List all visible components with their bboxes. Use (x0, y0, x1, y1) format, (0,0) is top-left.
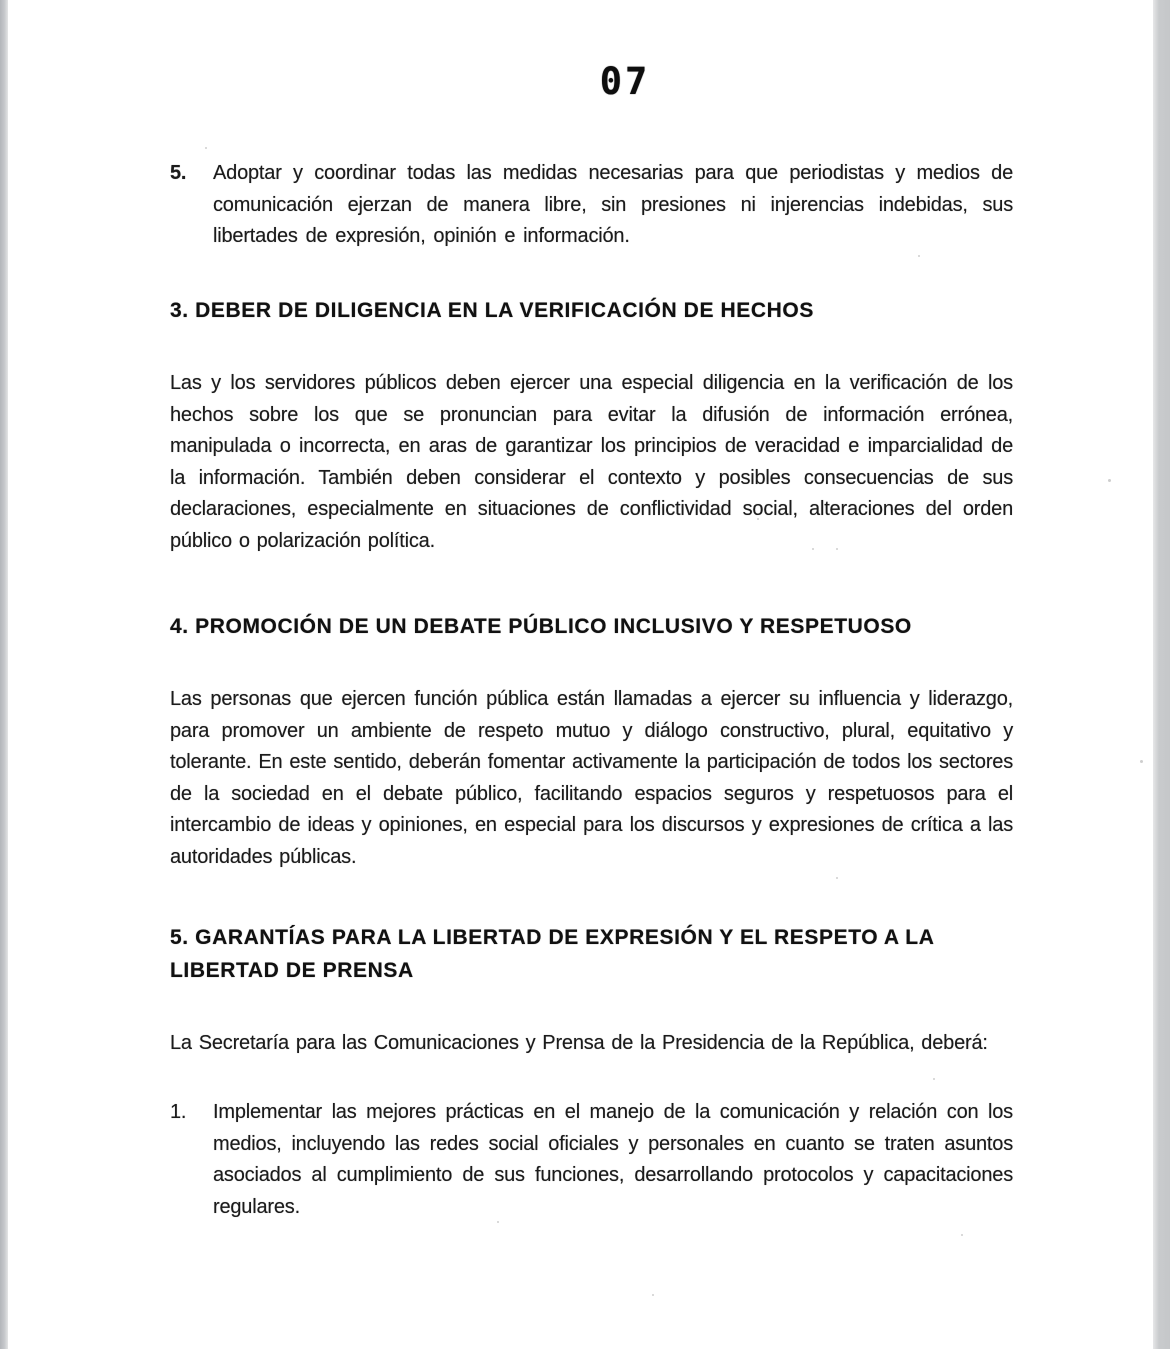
section-4-heading: 4. PROMOCIÓN DE UN DEBATE PÚBLICO INCLUSIVO Y RESPETUOSO (170, 615, 912, 638)
scan-speckle (836, 877, 838, 879)
scan-speckle (1140, 760, 1143, 763)
scan-speckle (1108, 479, 1111, 482)
numbered-item-1 (170, 1097, 1013, 1223)
scan-speckle (205, 147, 207, 149)
scan-edge-left (0, 0, 8, 1349)
item-text: Implementar las mejores prácticas en el manejo de la comunicación y relación con los medios, incluyendo las redes social oficiales y personales en cuanto se traten asuntos asociados al cumplimiento de sus funciones, desarrollando protocolos y capacitaciones regulares. (213, 1101, 1013, 1218)
scan-edge-right (1153, 0, 1170, 1349)
scan-speckle (933, 1078, 935, 1080)
item-number: 5. (170, 162, 187, 184)
scan-speckle (652, 1294, 654, 1296)
section-4-paragraph: Las personas que ejercen función pública están llamadas a ejercer su influencia y liderazgo, para promover un ambiente de respeto mutuo y diálogo constructivo, plural, equitativo y tolerante. En este sentido, deberán fomentar activamente la participación de todos los sectores de la sociedad en el debate público, facilitando espacios seguros y respetuosos para el intercambio de ideas y opiniones, en especial para los discursos y expresiones de crítica a las autoridades públicas. (170, 688, 1013, 868)
item-number: 1. (170, 1101, 187, 1123)
scan-speckle (812, 548, 814, 550)
scan-speckle (757, 518, 759, 520)
section-5-heading: 5. GARANTÍAS PARA LA LIBERTAD DE EXPRESIÓN Y EL RESPETO A LA LIBERTAD DE PRENSA (170, 926, 934, 982)
scan-speckle (918, 255, 920, 257)
scan-speckle (497, 1221, 499, 1223)
section-3-paragraph: Las y los servidores públicos deben ejercer una especial diligencia en la verificación de los hechos sobre los que se pronuncian para evitar la difusión de información errónea, manipulada o incorrecta, en aras de garantizar los principios de veracidad e imparcialidad de la información. También deben considerar el contexto y posibles consecuencias de sus declaraciones, especialmente en situaciones de conflictividad social, alteraciones del orden público o polarización política. (170, 372, 1013, 552)
page-number-stamp: 07 (599, 60, 651, 103)
item-text: Adoptar y coordinar todas las medidas necesarias para que periodistas y medios de comunicación ejerzan de manera libre, sin presiones ni injerencias indebidas, sus libertades de expresión, opinión e información. (213, 162, 1013, 247)
numbered-item-5 (170, 158, 1013, 253)
section-3-heading: 3. DEBER DE DILIGENCIA EN LA VERIFICACIÓN DE HECHOS (170, 299, 814, 322)
scan-speckle (836, 548, 838, 550)
section-5-intro: La Secretaría para las Comunicaciones y Prensa de la Presidencia de la República, deberá: (170, 1032, 988, 1054)
scan-speckle (961, 1234, 963, 1236)
